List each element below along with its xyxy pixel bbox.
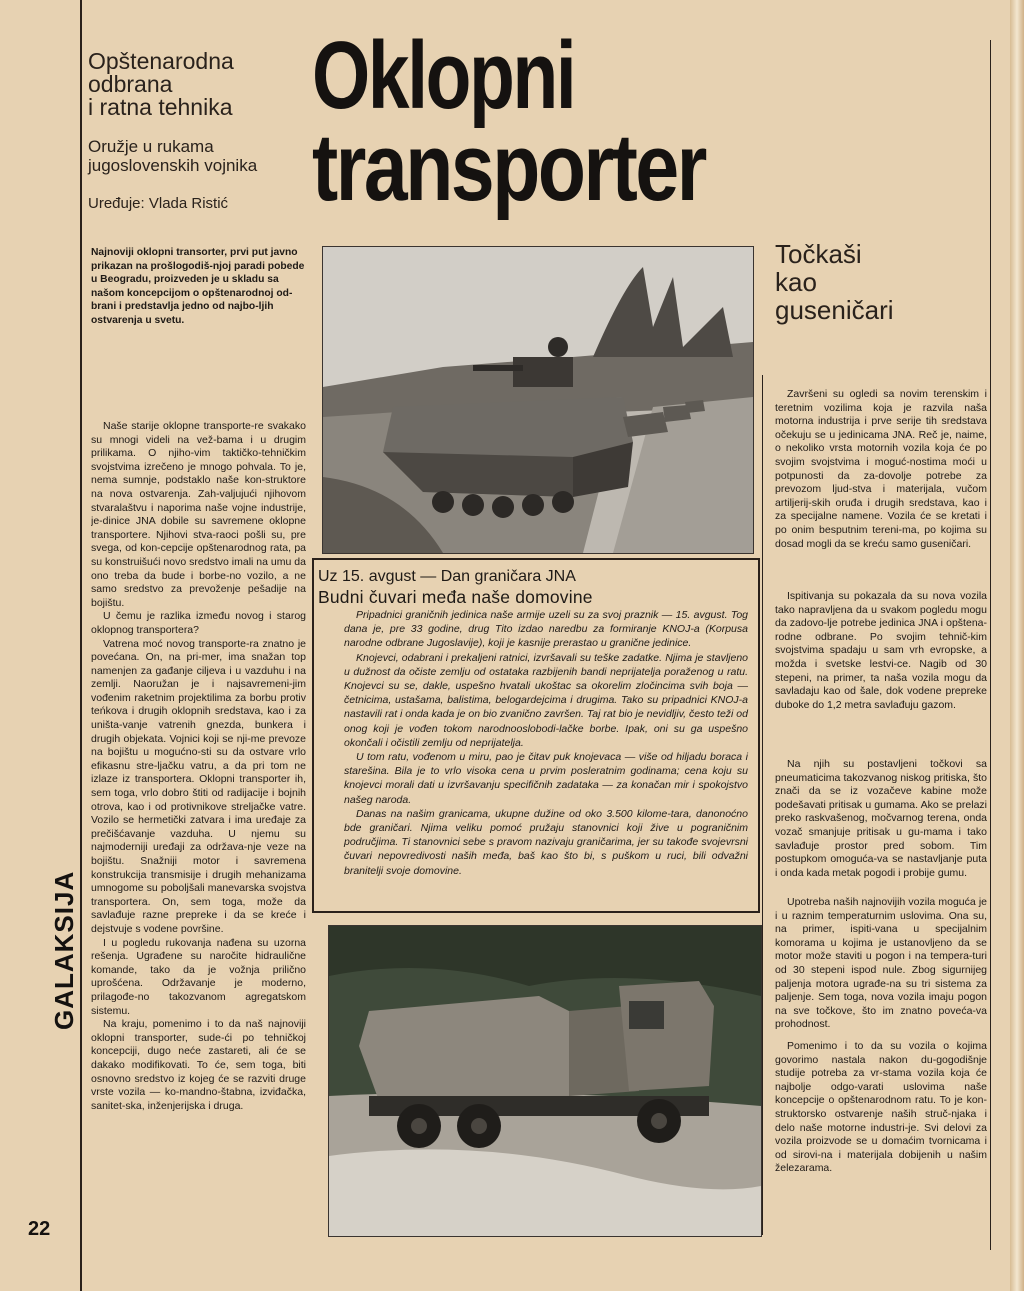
sidebar-heading [775,240,985,324]
section-title-line: odbrana [88,71,173,97]
section-title-line: Opštenarodna [88,48,234,74]
right-column-rule [990,40,991,1250]
sidebar-heading-line: Točkaši [775,239,862,269]
body-paragraph: Ispitivanja su pokazala da su nova vozila tako napravljena da u svakom pogledu mogu da zadovo-lje potrebe jedinica JNA i opštena-rodne odbrane. Po svojim tehnič-kim svojstvima spadaju u sam vrh evropske, a možda i svetske lestvi-ce. Nagib od 30 stepeni, na primer, ta naša vozila mogu da savladaju kao od šale, dok vodene prepreke duboke do 1,2 metra savlađuju gazom. [775,590,987,711]
body-column-right [775,590,987,750]
sidebar-kicker: Uz 15. avgust — Dan graničara JNA [318,568,576,585]
body-paragraph: Na njih su postavljeni točkovi sa pneumaticima takozvanog niskog pritiska, što znači da se iz vozačeve kabine može podešavati pritisak u gumama. Ako se prelazi preko raskvašenog, močvarnog terena, onda vozač smanjuje pritisak u gu-mama i tako savlađuje prostor pred sobom. Tim postupkom omogućа-va se nastavljanje puta i onda kada metak pogodi i probije gumu. [775,758,987,879]
margin-rule [80,0,82,1291]
body-column-right [775,1040,987,1230]
body-column-right [775,758,987,890]
body-column-left [91,420,306,1235]
sidebar-heading-line: kao [775,267,817,297]
body-column-right [775,388,987,578]
section-subtitle [88,137,308,175]
page-edge [1010,0,1024,1291]
page-number: 22 [28,1218,51,1240]
column-divider [762,375,763,1235]
headline-line: Oklopni [312,22,575,129]
magazine-brand: GALAKSIJA [49,870,79,1030]
border-guards-sidebar [312,558,760,913]
body-paragraph: Vatrena moć novog transporte-ra znatno je povećana. On, na pri-mer, ima snažan top namenjen za gađanje ciljeva i u vazduhu i na zemlji. Naoružan je i najsavremeni-jim vođenim raketnim projektilima za borbu protiv teńkova i drugih oklopnih sredstava, kao i za uništa-vanje vatrenih gnezda, bunkera i drugih objekata. Vojnici koji se nji-me prevoze na bojištu u mogućno-sti su da ostvare vrlo efikasnu stre-ljačku vatru, a da pri tom ne izlaze iz transportera. Oklopni transporter ih, sem toga, vrlo dobro štiti od radijacije i bojnih otrova, kao i od protivnikove streljačke vatre. Vozilo se hermetički zatvara i ima uređaje za prečišćavanje vazduha. U njemu su najmoderniji uređaji za održava-nje veze na bojištu. Snažniji motor i savremena konstrukcija transmisije i drugih mehanizama umnogome su poboljšali manevarska svojstva transportera. On, sem toga, može da savlađuje razne prepreke i da se kreće i dejstvuje s vodene površine. [91,637,306,935]
editor-credit: Uređuje: Vlada Ristić [88,195,229,212]
body-paragraph: Završeni su ogledi sa novim terenskim i teretnim vozilima koja je razvila naša motorna industrija i prve serije tih sredstava očekuju se u jedinicama JNA. Reč je, naime, o nekoliko vrsta motornih vozila koja će po svojim svojstvima i moguć-nostima moći u potpunosti da za-dovolje potrebe za prevozom ljud-stva i materijala, vučom artiljerij-skih oruđa i drugih sredstava, kao i za specijalne namene. Vozila će se kretati i po onim besputnim tereni-ma, po kojima su dosad mogli da se kreću samo guseničari. [775,388,987,550]
body-paragraph: Naše starije oklopne transporte-re svakako su mnogi videli na vež-bama i u drugim prilikama. O njiho-vim taktičko-tehničkim svojstvima izrečeno je mnogo pohvala. To je, nema sumnje, podstaklo naše kon-struktore na nova ostvarenja. Zah-valjujući njihovom stvaralaštvu i naporima naše vojne industrije, je-dinice JNA dobile su savremene oklopne transportere. Njihovi stva-raoci pošli su, pre svega, od kon-cepcije opštenarodnog rata, pa su konstruišući novo sredstvo imali na umu da ono treba da bude i borbe-no vozilo, a ne samo sredstvo za prevoženje pešadije na bojištu. [91,420,306,609]
subtitle-line: Oružje u rukama [88,137,214,156]
sidebar-paragraph: Danas na našim granicama, ukupne dužine od oko 3.500 kilome-tara, danonoćno bde graničari. Njima veliku pomoć pružaju stanovnici koji žive u pograničnim područjima. Ti stanovnici sebe s pravom nazivaju graničarima, jer su takođe svojevrsni čuvari nepovredivosti naših međa, baš kao što bi, s puškom u ruci, bili odvažni branitelji svoje domovine. [344,807,748,877]
sidebar-paragraph: Pripadnici graničnih jedinica naše armije uzeli su za svoj praznik — 15. avgust. Tog dana je, pre 33 godine, drug Tito izdao naredbu za formiranje KNOJ-a (Korpusa narodne odbrane Jugoslavije), koji je kasnije prerastao u granične jedinice. [344,609,748,650]
body-column-right [775,896,987,1036]
sidebar-heading-line: guseničari [775,295,894,325]
sidebar-title: Budni čuvari međa naše domovine [318,587,593,607]
military-truck-photo [328,925,762,1237]
subtitle-line: jugoslovenskih vojnika [88,156,258,175]
armored-carrier-photo [322,246,754,554]
body-paragraph: Na kraju, pomenimo i to da naš najnoviji oklopni transporter, sude-ći po tehničkoj koncepciji, dugo neće zastareti, ali će se dakako modifikovati. To će, sem toga, biti osnovno sredstvo iz kojeg će se razviti druge vrste vozila — ko-mandno-štabna, izviđačka, sanitet-ska, inženjerijska i druga. [91,1018,306,1112]
headline-line: transporter [312,114,705,221]
sidebar-body [344,608,748,878]
body-paragraph: Upotreba naših najnovijih vozila moguća je i u raznim temperaturnim uslovima. Ona su, na primer, ispiti-vana u specijalnim komorama u kojima je ustanovljeno da se motor može staviti u pogon i na tempera-turi od 30 stepeni ispod nule. Zbog sigurnijeg paljenja motora ugrađe-na su tri sistema za paljenje. Sem toga, nova vozila imaju pogon na sve točkove, što im znatno poveća-va prohodnost. [775,896,987,1031]
sidebar-paragraph: U tom ratu, vođenom u miru, pao je čitav puk knojevaca — više od hiljadu boraca i starešina. Bila je to vrlo visoka cena u prvim posleratnim godinama; cena koju su knojevci morali dati u izvršavanju specifičnih zadataka — za konačan mir i spokojstvo našeg naroda. [344,751,748,806]
body-paragraph: I u pogledu rukovanja nađena su uzorna rešenja. Ugrađene su naročite hidraulične komande, tako da je vožnja prilično uprošćena. Održavanje je moderno, prilagođe-no takozvanom agregatskom sistemu. [91,936,306,1017]
military-truck-illustration [329,926,761,1236]
body-paragraph: Pomenimo i to da su vozila o kojima govorimo nastala nakon du-gogodišnje studije potreba za vr-stama vozila koja će najbolje odgo-varati uslovima naše koncepcije o opštenarodnom ratu. To je kon-struktorsko ostvarenje naših struč-njaka i delo naše motorne industri-je. Svi delovi za vozila proizvode se u domaćim tvornicama i od sirovi-na i materijala dobijenih u našim železarama. [775,1040,987,1175]
sidebar-paragraph: Knojevci, odabrani i prekaljeni ratnici, izvršavali su teške zadatke. Njima je stavljeno u dužnost da očiste zemlju od ostataka razbijenih bandi neprijatelja poraženog u ratu. Knojevci su se, dakle, uspešno hvatali ukoštac sa okorelim zločincima svih boja — četnicima, ustašama, balistima, belogardejcima i drugima. Tako su pripadnici KNOJ-a nastavili rat i onda kada je on bio zvanično završen. Taj rat bio je nevidljiv, često teži od onog koji je vođen tokom narodnooslobodi-lačke borbe. Ipak, oni su ga uspešno okončali i očistili zemlju od neprijatelja. [344,651,748,749]
section-title [88,50,293,119]
body-paragraph: U čemu je razlika između novog i starog oklopnog transportera? [91,610,306,636]
armored-carrier-illustration [323,247,753,553]
section-title-line: i ratna tehnika [88,94,233,120]
article-headline [312,22,742,221]
lead-paragraph: Najnoviji oklopni transorter, prvi put javno prikazan na prošlogodiš-njoj paradi pobede u Beogradu, proizveden je u skladu sa našom koncepcijom o opštenarodnoj od-brani i predstavlja jedno od najbo-ljih ostvarenja u svetu. [91,247,305,326]
